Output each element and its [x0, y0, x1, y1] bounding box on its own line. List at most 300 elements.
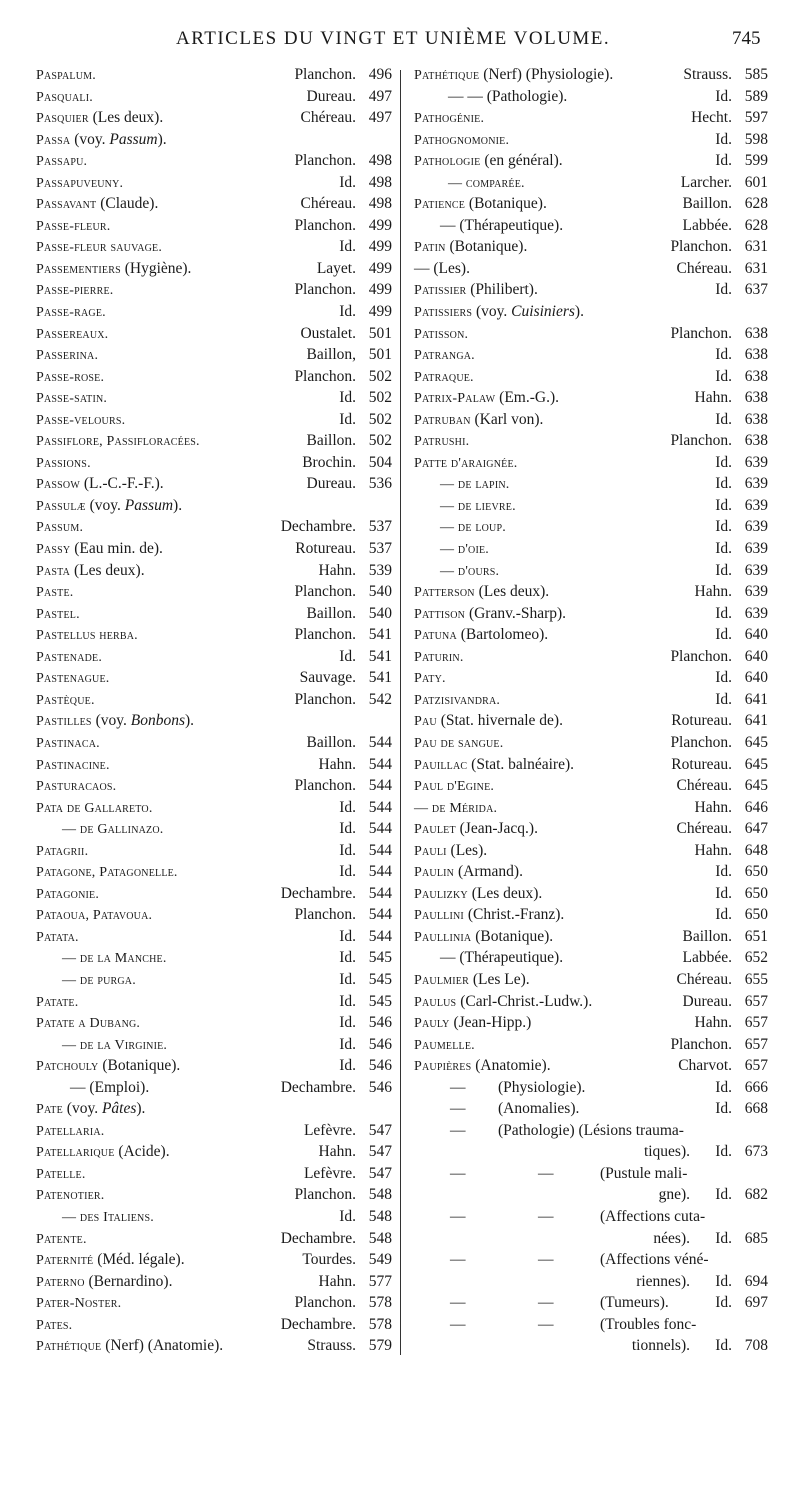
entry-heading: [36, 430, 200, 453]
index-entry: [414, 344, 768, 366]
entry-heading: [62, 818, 163, 841]
entry-author: Dureau.: [306, 87, 356, 105]
entry-page-number: 546: [368, 1035, 392, 1053]
entry-page-number: 650: [744, 884, 768, 902]
entry-heading: [36, 538, 163, 561]
entry-page-number: 641: [744, 690, 768, 708]
entry-page-number: 638: [744, 410, 768, 428]
entry-title: — d'ours.: [440, 563, 500, 579]
index-entry: [414, 1034, 768, 1056]
entry-heading: [36, 1335, 223, 1358]
index-entry: [414, 1314, 768, 1336]
entry-page-number: 499: [368, 238, 392, 256]
entry-title: Passe-velours.: [36, 412, 126, 428]
ditto-dash: —: [450, 1100, 466, 1118]
entry-heading: [414, 840, 487, 863]
entry-author: Hahn.: [694, 1014, 732, 1032]
entry-page-number: 547: [368, 1164, 392, 1182]
entry-heading: [36, 215, 110, 238]
entry-title: Paumelle.: [414, 1037, 475, 1053]
entry-title: Patagrii.: [36, 843, 89, 859]
entry-author: Lefèvre.: [303, 1121, 356, 1139]
entry-qualifier: (Stat. hivernale de).: [436, 712, 563, 730]
entry-heading: (Pustule mali-: [600, 1164, 688, 1182]
entry-author: Id.: [715, 1337, 732, 1355]
entry-page-number: 502: [368, 367, 392, 385]
entry-title: Pataoua, Patavoua.: [36, 908, 153, 924]
entry-page-number: 597: [744, 109, 768, 127]
entry-page-number: 639: [744, 518, 768, 536]
index-entry: [36, 1271, 392, 1293]
entry-title: Pate: [36, 1102, 63, 1118]
entry-title: Passum.: [36, 520, 84, 536]
index-entry: [414, 323, 768, 345]
index-entry: [414, 258, 768, 280]
entry-heading: [414, 64, 613, 87]
entry-author: Dechambre.: [280, 1315, 356, 1333]
right-column: [414, 64, 768, 1357]
entry-heading: [36, 646, 102, 669]
entry-author: Id.: [715, 690, 732, 708]
entry-author: Hecht.: [691, 109, 732, 127]
cross-reference: Passum: [109, 130, 158, 148]
entry-author: Chéreau.: [676, 259, 732, 277]
entry-heading: [440, 538, 489, 561]
entry-author: Dureau.: [682, 992, 732, 1010]
entry-heading: [414, 904, 564, 927]
entry-title: Passe-pierre.: [36, 283, 114, 299]
entry-author: Id.: [339, 173, 356, 191]
entry-page-number: 579: [368, 1337, 392, 1355]
index-entry: [36, 150, 392, 172]
index-entry: [414, 581, 768, 603]
index-entry: [36, 301, 392, 323]
index-entry: [36, 840, 392, 862]
entry-page-number: 544: [368, 733, 392, 751]
entry-page-number: 577: [368, 1272, 392, 1290]
entry-page-number: 537: [368, 518, 392, 536]
ditto-dash: —: [538, 1251, 554, 1269]
index-entry: [36, 1184, 392, 1206]
entry-author: Chéreau.: [300, 109, 356, 127]
entry-author: Baillon.: [306, 733, 356, 751]
entry-heading: [36, 775, 116, 798]
entry-title: Patrix-Palaw: [414, 391, 496, 407]
entry-author: Id.: [339, 820, 356, 838]
entry-heading: (Anomalies).: [498, 1100, 580, 1118]
index-entry: [414, 452, 768, 474]
entry-qualifier: (Armand).: [454, 863, 523, 881]
entry-author: Tourdes.: [302, 1251, 356, 1269]
entry-author: Id.: [715, 518, 732, 536]
entry-page-number: 640: [744, 669, 768, 687]
entry-author: Sauvage.: [299, 669, 356, 687]
entry-page-number: 599: [744, 152, 768, 170]
entry-page-number: 631: [744, 259, 768, 277]
entry-qualifier: (Eau min. de).: [70, 540, 163, 558]
entry-heading: [414, 430, 469, 453]
entry-qualifier: (Botanique).: [445, 238, 528, 256]
index-entry: [36, 667, 392, 689]
index-entry: [36, 1335, 392, 1357]
entry-page-number: 544: [368, 798, 392, 816]
entry-page-number: 536: [368, 475, 392, 493]
entry-heading: [36, 624, 138, 647]
entry-title: Pathétique: [414, 68, 480, 83]
entry-title: Paulin: [414, 865, 455, 881]
entry-author: Id.: [715, 453, 732, 471]
index-entry: [36, 883, 392, 905]
entry-heading: [414, 883, 542, 906]
index-entry: [414, 1228, 768, 1250]
entry-title: Passapuveuny.: [36, 175, 124, 191]
entry-author: Baillon,: [306, 346, 356, 364]
entry-title: Pastellus herba.: [36, 628, 138, 644]
entry-page-number: 547: [368, 1121, 392, 1139]
entry-author: Id.: [339, 949, 356, 967]
entry-page-number: 652: [744, 949, 768, 967]
index-entry: [36, 538, 392, 560]
entry-heading: [414, 258, 470, 280]
entry-author: Planchon.: [294, 777, 356, 795]
entry-heading: [36, 1314, 72, 1337]
entry-qualifier: (Bartolomeo).: [456, 626, 549, 644]
entry-author: Planchon.: [294, 216, 356, 234]
entry-title: Passe-fleur sauvage.: [36, 240, 163, 256]
entry-page-number: 499: [368, 303, 392, 321]
entry-heading: [36, 495, 182, 518]
entry-author: Planchon.: [670, 647, 732, 665]
entry-title: Pastèque.: [36, 692, 95, 708]
index-entry: [414, 1012, 768, 1034]
index-entry: [36, 1098, 392, 1120]
entry-title: Patagonie.: [36, 886, 100, 902]
entry-page-number: 655: [744, 970, 768, 988]
entry-page-number: 708: [744, 1337, 768, 1355]
index-entry: [36, 904, 392, 926]
entry-qualifier: (voy.: [91, 712, 131, 730]
entry-page-number: 537: [368, 540, 392, 558]
entry-qualifier: (voy.: [85, 496, 125, 514]
entry-qualifier: (Bernardino).: [84, 1272, 173, 1290]
entry-heading: (Troubles fonc-: [600, 1315, 697, 1333]
index-entry: [36, 344, 392, 366]
entry-page-number: 641: [744, 712, 768, 730]
index-entry: [36, 279, 392, 301]
entry-heading: [414, 754, 574, 777]
entry-heading: (Physiologie).: [498, 1078, 586, 1096]
entry-title: Pau: [414, 714, 437, 730]
entry-heading: [36, 1012, 140, 1035]
index-entry: [36, 516, 392, 538]
entry-heading: [36, 1228, 87, 1251]
entry-heading: [414, 991, 592, 1014]
entry-author: Id.: [339, 992, 356, 1010]
index-entry: [414, 947, 768, 969]
entry-heading: tionnels).: [631, 1337, 690, 1355]
index-entry: [414, 754, 768, 776]
entry-heading: [414, 387, 559, 410]
entry-title: — d'oie.: [440, 542, 490, 558]
entry-author: Chéreau.: [676, 820, 732, 838]
entry-page-number: 645: [744, 733, 768, 751]
entry-qualifier: (Les deux).: [70, 561, 145, 579]
index-entry: [414, 667, 768, 689]
entry-title: Patate.: [36, 994, 79, 1010]
entry-heading: [414, 646, 464, 669]
entry-heading: [414, 818, 538, 841]
entry-qualifier: ).: [157, 130, 167, 148]
entry-author: Larcher.: [680, 173, 732, 191]
entry-author: Hahn.: [694, 583, 732, 601]
index-entry: [36, 710, 392, 732]
entry-qualifier: (Claude).: [96, 195, 159, 213]
entry-heading: [36, 754, 110, 777]
entry-title: Pattison: [414, 606, 466, 622]
entry-title: Paterno: [36, 1274, 85, 1290]
entry-heading: [440, 473, 509, 496]
entry-heading: [36, 926, 79, 949]
left-column: [36, 64, 392, 1357]
entry-author: Id.: [715, 1143, 732, 1161]
entry-author: Chéreau.: [676, 970, 732, 988]
entry-author: Hahn.: [694, 389, 732, 407]
entry-qualifier: (Botanique).: [465, 195, 547, 213]
index-entry: [36, 646, 392, 668]
entry-page-number: 504: [368, 453, 392, 471]
cross-reference: Passum: [124, 496, 174, 514]
entry-page-number: 499: [368, 281, 392, 299]
entry-page-number: 639: [744, 604, 768, 622]
entry-page-number: 628: [744, 216, 768, 234]
entry-title: — de la Virginie.: [62, 1037, 168, 1053]
entry-heading: [36, 732, 100, 755]
entry-qualifier: (Philibert).: [466, 281, 538, 299]
entry-author: Id.: [715, 1272, 732, 1290]
entry-heading: [62, 1034, 167, 1057]
entry-title: — des Italiens.: [62, 1209, 154, 1225]
entry-page-number: 502: [368, 432, 392, 450]
entry-heading: [36, 107, 163, 130]
entry-author: Baillon.: [682, 927, 732, 945]
entry-page-number: 685: [744, 1229, 768, 1247]
entry-author: Id.: [715, 1229, 732, 1247]
index-entry: [414, 1120, 768, 1142]
entry-page-number: 640: [744, 626, 768, 644]
entry-title: Paulet: [414, 822, 456, 838]
entry-heading: gne).: [658, 1186, 690, 1204]
entry-page-number: 657: [744, 992, 768, 1010]
entry-author: Rotureau.: [671, 712, 732, 730]
entry-page-number: 545: [368, 949, 392, 967]
index-entry: [414, 1077, 768, 1099]
entry-author: Id.: [715, 410, 732, 428]
index-entry: [414, 624, 768, 646]
index-entry: [36, 775, 392, 797]
entry-page-number: 650: [744, 906, 768, 924]
index-entry: [414, 387, 768, 409]
entry-page-number: 645: [744, 777, 768, 795]
entry-heading: [414, 193, 547, 216]
entry-heading: [36, 1184, 104, 1207]
index-entry: [36, 754, 392, 776]
column-divider: [400, 70, 401, 1355]
entry-heading: [36, 344, 98, 367]
index-entry: [414, 797, 768, 819]
entry-author: Dechambre.: [280, 1229, 356, 1247]
entry-heading: [414, 667, 446, 690]
index-entry: [36, 926, 392, 948]
entry-author: Id.: [715, 496, 732, 514]
entry-page-number: 497: [368, 87, 392, 105]
entry-author: Labbée.: [682, 949, 732, 967]
entry-page-number: 638: [744, 367, 768, 385]
entry-heading: [414, 107, 484, 130]
entry-title: Passerina.: [36, 348, 99, 364]
index-entry: [36, 624, 392, 646]
entry-title: Pauli: [414, 843, 447, 859]
index-entry: [36, 387, 392, 409]
ditto-dash: —: [450, 1078, 466, 1096]
entry-title: Passiflore, Passifloracées.: [36, 434, 200, 450]
entry-qualifier: ).: [184, 712, 195, 730]
entry-qualifier: (Jean-Hipp.): [449, 1014, 532, 1032]
entry-author: Planchon.: [294, 1186, 356, 1204]
entry-author: Id.: [715, 884, 732, 902]
entry-heading: [36, 560, 145, 583]
index-entry: [36, 1249, 392, 1271]
entry-title: — de Mérida.: [414, 800, 498, 816]
entry-page-number: 544: [368, 820, 392, 838]
index-entry: [414, 603, 768, 625]
entry-qualifier: (Les Le).: [468, 970, 530, 988]
index-entry: [36, 215, 392, 237]
entry-heading: [36, 64, 96, 87]
entry-heading: [36, 603, 80, 626]
entry-heading: [414, 344, 475, 367]
entry-author: Brochin.: [302, 453, 356, 471]
entry-heading: [36, 710, 194, 733]
entry-heading: [414, 581, 549, 604]
index-entry: [414, 107, 768, 129]
ditto-dash: —: [450, 1207, 466, 1225]
entry-qualifier: (Jean-Jacq.).: [455, 820, 538, 838]
entry-page-number: 694: [744, 1272, 768, 1290]
header-title: ARTICLES DU VINGT ET UNIÈME VOLUME.: [176, 28, 611, 49]
entry-title: Passavant: [36, 197, 97, 213]
index-entry: [414, 193, 768, 215]
ditto-dash: —: [538, 1164, 554, 1182]
entry-heading: [36, 387, 107, 410]
entry-author: Id.: [715, 561, 732, 579]
entry-page-number: 541: [368, 669, 392, 687]
entry-heading: [414, 323, 468, 346]
entry-page-number: 548: [368, 1186, 392, 1204]
entry-heading: [440, 516, 506, 539]
entry-page-number: 497: [368, 109, 392, 127]
index-entry: [36, 193, 392, 215]
entry-title: Pastel.: [36, 606, 80, 622]
index-entry: [36, 1141, 392, 1163]
entry-page-number: 639: [744, 453, 768, 471]
entry-heading: [440, 947, 563, 969]
index-entry: [36, 172, 392, 194]
entry-title: Passe-rage.: [36, 305, 106, 321]
entry-author: Chéreau.: [300, 195, 356, 213]
entry-title: Patin: [414, 240, 446, 256]
entry-title: Pastenague.: [36, 671, 110, 687]
index-entry: [36, 64, 392, 86]
entry-page-number: 540: [368, 604, 392, 622]
entry-author: Id.: [339, 1035, 356, 1053]
entry-heading: [414, 710, 563, 733]
entry-author: Id.: [715, 87, 732, 105]
index-entry: [414, 1335, 768, 1357]
entry-title: Patente.: [36, 1231, 87, 1247]
entry-page-number: 646: [744, 798, 768, 816]
entry-qualifier: (Nerf) (Physiologie).: [479, 66, 614, 83]
ditto-dash: —: [450, 1315, 466, 1333]
index-entry: [36, 1034, 392, 1056]
entry-title: Pater-Noster.: [36, 1296, 122, 1312]
entry-page-number: 637: [744, 281, 768, 299]
entry-qualifier: (Karl von).: [470, 410, 544, 428]
entry-page-number: 546: [368, 1014, 392, 1032]
entry-author: Id.: [715, 626, 732, 644]
index-entry: [36, 1120, 392, 1142]
entry-title: Passapu.: [36, 154, 88, 170]
entry-heading: [440, 215, 563, 237]
entry-heading: [36, 797, 153, 820]
entry-title: Paste.: [36, 585, 74, 601]
entry-page-number: 666: [744, 1078, 768, 1096]
entry-author: Id.: [715, 669, 732, 687]
entry-heading: [440, 560, 499, 583]
entry-page-number: 631: [744, 238, 768, 256]
entry-author: Hahn.: [694, 798, 732, 816]
entry-page-number: 578: [368, 1294, 392, 1312]
entry-page-number: 598: [744, 130, 768, 148]
entry-heading: [414, 797, 497, 820]
ditto-dash: —: [538, 1294, 554, 1312]
entry-qualifier: (Botanique).: [98, 1057, 181, 1075]
entry-title: — de loup.: [440, 520, 506, 536]
entry-title: Patte d'araignée.: [414, 455, 518, 471]
ditto-dash: —: [450, 1251, 466, 1269]
entry-page-number: 639: [744, 540, 768, 558]
entry-page-number: 499: [368, 216, 392, 234]
entry-page-number: 548: [368, 1229, 392, 1247]
entry-title: — de Gallinazo.: [62, 822, 164, 838]
entry-author: Planchon.: [670, 238, 732, 256]
entry-title: Pathologie: [414, 154, 481, 170]
entry-page-number: 548: [368, 1207, 392, 1225]
index-entry: [36, 797, 392, 819]
index-entry: [36, 495, 392, 517]
entry-page-number: 639: [744, 583, 768, 601]
index-entry: [414, 1271, 768, 1293]
index-entry: [36, 366, 392, 388]
entry-author: Id.: [715, 367, 732, 385]
entry-page-number: 499: [368, 259, 392, 277]
cross-reference: Bonbons: [130, 712, 185, 730]
entry-qualifier: (en général).: [480, 152, 563, 170]
entry-heading: [448, 86, 567, 108]
entry-heading: [414, 409, 543, 432]
index-entry: [36, 991, 392, 1013]
entry-page-number: 638: [744, 324, 768, 342]
index-entry: [414, 516, 768, 538]
